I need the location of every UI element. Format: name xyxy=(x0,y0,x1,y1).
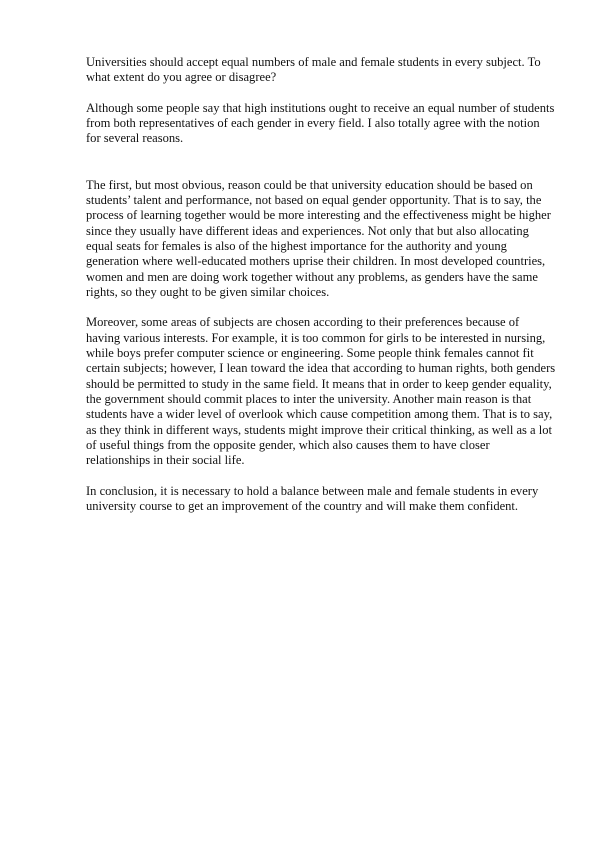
conclusion-paragraph: In conclusion, it is necessary to hold a balance between male and female students in every university course to get an improvement of the country and will make them confident. xyxy=(86,483,539,514)
intro-paragraph: Although some people say that high institutions ought to receive an equal number of students from both representatives of each gender in every field. I also totally agree with the notion for several reasons. xyxy=(86,100,555,146)
essay-prompt: Universities should accept equal numbers of male and female students in every subject. To what extent do you agree or disagree? xyxy=(86,55,541,85)
body-paragraph-2: Moreover, some areas of subjects are chosen according to their preferences because of having various interests. For example, it is too common for girls to be interested in nursing, while boys prefer computer science or engineering. Some people think females cannot fit certain subjects; however, I lean toward the idea that according to human rights, both genders should be permitted to study in the same field. It means that in order to keep gender equality, the government should commit places to inter the university. Another main reason is that students have a wider level of overlook which cause competition among them. That is to say, as they think in different ways, students might improve their critical thinking, as well as a lot of useful things from the opposite gender, which also causes them to have closer relationships in their social life. xyxy=(86,315,556,468)
essay-body xyxy=(86,55,556,530)
body-paragraph-1: The first, but most obvious, reason could be that university education should be based on students’ talent and performance, not based on equal gender opportunity. That is to say, the process of learning together would be more interesting and the effectiveness might be higher since they usually have different ideas and experiences. Not only that but also allocating equal seats for females is also of the highest importance for the authority and young generation where well-educated mothers uprise their children. In most developed countries, women and men are doing work together without any problems, as genders have the same rights, so they ought to be given similar choices. xyxy=(86,177,551,299)
